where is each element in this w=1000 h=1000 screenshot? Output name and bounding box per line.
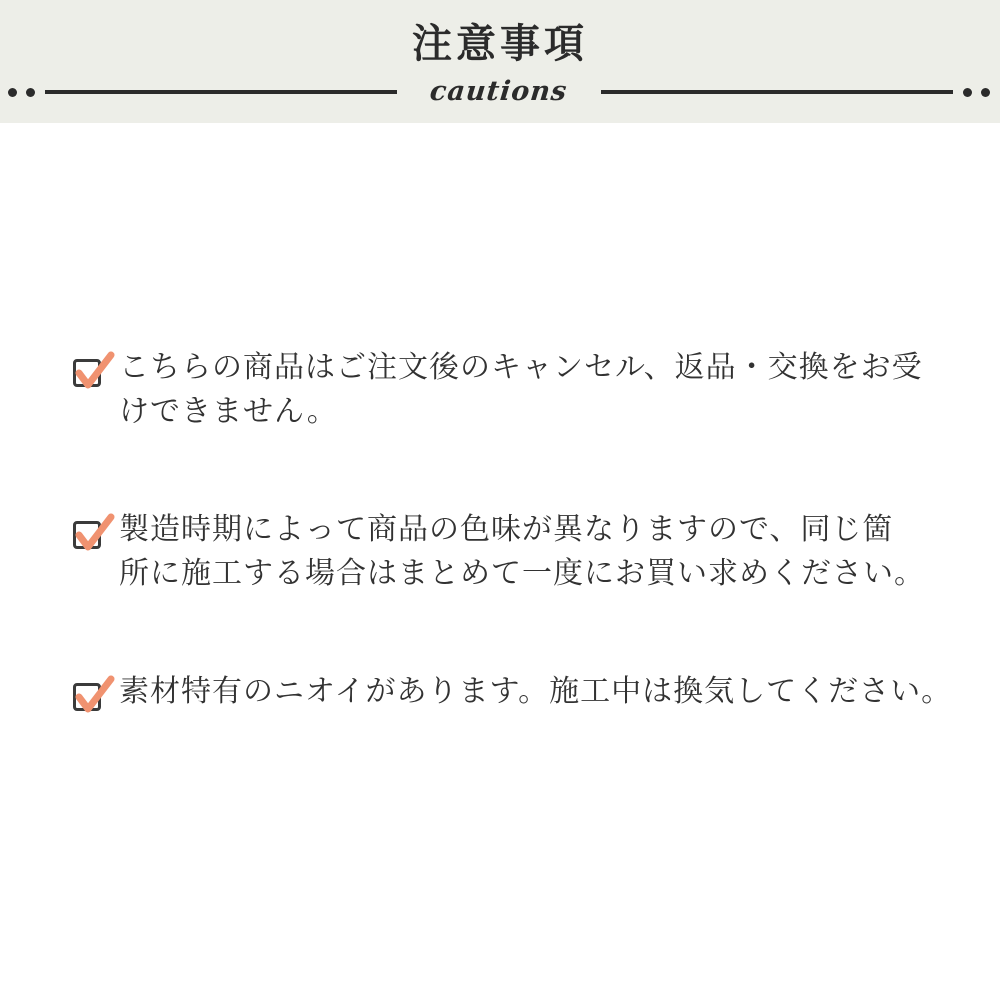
checkmark-icon <box>74 673 114 713</box>
caution-text-line: 所に施工する場合はまとめて一度にお買い求めください。 <box>119 557 925 590</box>
caution-item <box>73 670 1000 714</box>
title-divider <box>0 76 1000 107</box>
checkmark-icon <box>74 349 114 389</box>
caution-text <box>119 670 955 714</box>
caution-text-line: こちらの商品はご注文後のキャンセル、返品・交換をお受 <box>119 351 923 384</box>
checked-checkbox-icon <box>73 359 101 387</box>
cautions-list <box>0 123 1000 714</box>
caution-text-line: 製造時期によって商品の色味が異なりますので、同じ箇 <box>119 513 894 546</box>
caution-text-line: けできません。 <box>119 395 338 428</box>
caution-item <box>73 508 1000 596</box>
checked-checkbox-icon <box>73 683 101 711</box>
section-subtitle: cautions <box>428 76 570 107</box>
checkmark-icon <box>74 511 114 551</box>
divider-dot-icon <box>981 88 990 97</box>
section-header <box>0 0 1000 123</box>
divider-line <box>601 90 953 94</box>
checked-checkbox-icon <box>73 521 101 549</box>
caution-text <box>119 508 955 596</box>
divider-line <box>45 90 397 94</box>
divider-dot-icon <box>963 88 972 97</box>
section-title: 注意事項 <box>412 22 588 66</box>
caution-text-line: 素材特有のニオイがあります。施工中は換気してください。 <box>119 675 953 708</box>
caution-text <box>119 346 955 434</box>
caution-item <box>73 346 1000 434</box>
divider-dot-icon <box>26 88 35 97</box>
divider-dot-icon <box>8 88 17 97</box>
